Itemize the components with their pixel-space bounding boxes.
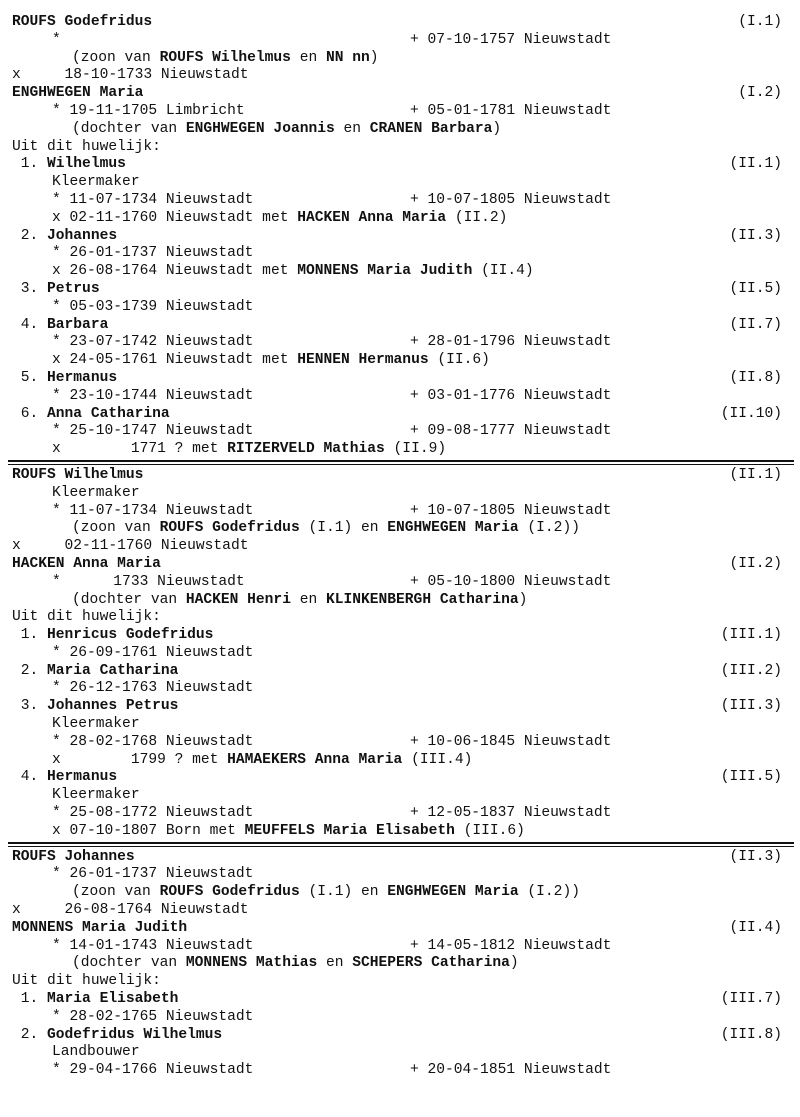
record-line — [12, 156, 782, 174]
record-line — [12, 423, 782, 441]
record-text: 4. — [12, 769, 48, 786]
generation-reference: (II.1) — [729, 466, 782, 483]
record-text: (dochter van — [72, 120, 186, 137]
person-name: Godefridus Wilhelmus — [47, 1026, 223, 1043]
person-name: Hermanus — [47, 769, 118, 786]
record-text: * 11-07-1734 Nieuwstadt — [52, 502, 254, 519]
record-line — [12, 849, 782, 867]
person-name: Anna Catharina — [47, 405, 170, 422]
record-text: * 26-12-1763 Nieuwstadt — [52, 680, 254, 697]
generation-reference: (III.5) — [720, 769, 782, 786]
record-text: en — [290, 591, 326, 608]
record-text: * 25-08-1772 Nieuwstadt — [52, 805, 254, 822]
generation-reference: (II.3) — [729, 227, 782, 244]
record-line — [12, 228, 782, 246]
death-record: + 09-08-1777 Nieuwstadt — [410, 423, 612, 440]
record-line — [12, 698, 782, 716]
record-text: * 11-07-1734 Nieuwstadt — [52, 191, 254, 208]
record-line — [12, 752, 782, 770]
record-text: 3. — [12, 698, 48, 715]
record-text: 6. — [12, 405, 48, 422]
death-record: + 10-07-1805 Nieuwstadt — [410, 191, 612, 208]
death-record: + 05-01-1781 Nieuwstadt — [410, 102, 612, 119]
record-line — [12, 520, 782, 538]
record-line — [12, 103, 782, 121]
record-text: * 26-01-1737 Nieuwstadt — [52, 866, 254, 883]
generation-reference: (III.3) — [720, 698, 782, 715]
record-text: x 26-08-1764 Nieuwstadt met — [52, 263, 298, 280]
record-line — [12, 441, 782, 459]
record-line — [12, 716, 782, 734]
record-text: 2. — [12, 1026, 48, 1043]
record-text: en — [317, 955, 353, 972]
record-line — [12, 388, 782, 406]
record-text: Kleermaker — [52, 174, 140, 191]
person-name: ROUFS Johannes — [12, 848, 135, 865]
person-name: ROUFS Godefridus — [12, 14, 153, 30]
person-name: ENGHWEGEN Joannis — [185, 120, 335, 137]
record-text: * — [52, 31, 61, 48]
record-text: Uit dit huwelijk: — [12, 609, 161, 626]
record-text: (II.2) — [446, 209, 508, 226]
record-text: x 02-11-1760 Nieuwstadt met — [52, 209, 298, 226]
death-record: + 07-10-1757 Nieuwstadt — [410, 31, 612, 48]
generation-reference: (III.7) — [720, 991, 782, 1008]
generation-reference: (II.8) — [729, 369, 782, 386]
person-name: Barbara — [47, 316, 109, 333]
record-text: * 28-02-1768 Nieuwstadt — [52, 733, 254, 750]
section-separator — [12, 459, 782, 467]
generation-reference: (II.1) — [729, 156, 782, 173]
record-text: (dochter van — [72, 955, 186, 972]
record-text: Kleermaker — [52, 484, 140, 501]
record-text: (I.2)) — [518, 520, 580, 537]
person-name: Johannes — [47, 227, 118, 244]
generation-reference: (III.2) — [720, 662, 782, 679]
record-text: 1. — [12, 156, 48, 173]
person-name: ROUFS Wilhelmus — [159, 49, 291, 66]
generation-reference: (II.2) — [729, 555, 782, 572]
record-text: (II.6) — [428, 352, 490, 369]
generation-reference: (I.2) — [738, 85, 782, 102]
record-text: (zoon van — [72, 884, 160, 901]
person-name: MONNENS Maria Judith — [12, 919, 188, 936]
record-line — [12, 174, 782, 192]
record-text: 5. — [12, 369, 48, 386]
record-text: (III.4) — [402, 751, 473, 768]
record-line — [12, 734, 782, 752]
family-section — [12, 849, 782, 1080]
generation-reference: (III.8) — [720, 1026, 782, 1043]
person-name: MEUFFELS Maria Elisabeth — [244, 822, 455, 839]
record-text: (I.2)) — [518, 884, 580, 901]
record-text: (II.4) — [472, 263, 534, 280]
record-line — [12, 32, 782, 50]
record-text: x 1771 ? met — [52, 441, 228, 458]
record-text: * 14-01-1743 Nieuwstadt — [52, 937, 254, 954]
generation-reference: (II.7) — [729, 316, 782, 333]
record-line — [12, 627, 782, 645]
record-line — [12, 609, 782, 627]
record-text: (dochter van — [72, 591, 186, 608]
person-name: MONNENS Mathias — [185, 955, 318, 972]
record-line — [12, 1009, 782, 1027]
person-name: HACKEN Anna Maria — [12, 555, 161, 572]
record-line — [12, 245, 782, 263]
death-record: + 05-10-1800 Nieuwstadt — [410, 573, 612, 590]
record-line — [12, 14, 782, 32]
record-line — [12, 973, 782, 991]
record-text: ) — [492, 120, 502, 137]
record-line — [12, 902, 782, 920]
record-line — [12, 823, 782, 841]
genealogy-page — [12, 14, 782, 1080]
record-text: Kleermaker — [52, 787, 140, 804]
record-line — [12, 645, 782, 663]
record-text: x 02-11-1760 Nieuwstadt — [12, 538, 249, 555]
record-text: * 05-03-1739 Nieuwstadt — [52, 298, 254, 315]
death-record: + 12-05-1837 Nieuwstadt — [410, 805, 612, 822]
family-section — [12, 14, 782, 459]
record-text: * 23-07-1742 Nieuwstadt — [52, 334, 254, 351]
record-line — [12, 955, 782, 973]
person-name: RITZERVELD Mathias — [227, 441, 385, 458]
record-text: ) — [509, 955, 519, 972]
death-record: + 14-05-1812 Nieuwstadt — [410, 937, 612, 954]
person-name: Hermanus — [47, 369, 118, 386]
record-text: Kleermaker — [52, 716, 140, 733]
person-name: KLINKENBERGH Catharina — [325, 591, 519, 608]
generation-reference: (III.1) — [720, 627, 782, 644]
record-line — [12, 121, 782, 139]
person-name: Wilhelmus — [47, 156, 126, 173]
generation-reference: (II.3) — [729, 848, 782, 865]
record-line — [12, 67, 782, 85]
record-line — [12, 263, 782, 281]
record-line — [12, 299, 782, 317]
person-name: ROUFS Godefridus — [159, 884, 300, 901]
record-text: * 26-01-1737 Nieuwstadt — [52, 245, 254, 262]
person-name: MONNENS Maria Judith — [297, 263, 473, 280]
record-text: 3. — [12, 280, 48, 297]
record-text: en — [290, 49, 326, 66]
record-line — [12, 370, 782, 388]
person-name: Henricus Godefridus — [47, 627, 214, 644]
record-line — [12, 884, 782, 902]
record-text: en — [334, 120, 370, 137]
section-separator — [12, 841, 782, 849]
death-record: + 28-01-1796 Nieuwstadt — [410, 334, 612, 351]
record-line — [12, 334, 782, 352]
record-line — [12, 1027, 782, 1045]
record-line — [12, 85, 782, 103]
person-name: HACKEN Henri — [185, 591, 291, 608]
record-line — [12, 938, 782, 956]
record-text: 4. — [12, 316, 48, 333]
record-text: * 29-04-1766 Nieuwstadt — [52, 1062, 254, 1079]
record-line — [12, 139, 782, 157]
death-record: + 10-06-1845 Nieuwstadt — [410, 733, 612, 750]
record-line — [12, 467, 782, 485]
record-line — [12, 210, 782, 228]
record-text: Uit dit huwelijk: — [12, 138, 161, 155]
person-name: NN nn — [325, 49, 370, 66]
death-record: + 03-01-1776 Nieuwstadt — [410, 387, 612, 404]
person-name: ENGHWEGEN Maria — [387, 520, 519, 537]
record-line — [12, 920, 782, 938]
family-section — [12, 467, 782, 841]
record-text: x 1799 ? met — [52, 751, 228, 768]
person-name: Maria Elisabeth — [47, 991, 179, 1008]
record-text: 2. — [12, 227, 48, 244]
person-name: HENNEN Hermanus — [297, 352, 429, 369]
record-text: 1. — [12, 991, 48, 1008]
death-record: + 10-07-1805 Nieuwstadt — [410, 502, 612, 519]
record-line — [12, 192, 782, 210]
record-line — [12, 485, 782, 503]
record-line — [12, 680, 782, 698]
record-line — [12, 50, 782, 68]
record-text: ) — [369, 49, 379, 66]
person-name: ROUFS Godefridus — [159, 520, 300, 537]
record-line — [12, 991, 782, 1009]
record-line — [12, 769, 782, 787]
record-text: x 26-08-1764 Nieuwstadt — [12, 902, 249, 919]
record-line — [12, 1062, 782, 1080]
person-name: ENGHWEGEN Maria — [387, 884, 519, 901]
person-name: CRANEN Barbara — [369, 120, 493, 137]
record-text: x 18-10-1733 Nieuwstadt — [12, 67, 249, 84]
record-line — [12, 281, 782, 299]
person-name: Johannes Petrus — [47, 698, 179, 715]
record-line — [12, 503, 782, 521]
generation-reference: (I.1) — [738, 14, 782, 30]
record-line — [12, 352, 782, 370]
record-line — [12, 787, 782, 805]
death-record: + 20-04-1851 Nieuwstadt — [410, 1062, 612, 1079]
record-line — [12, 317, 782, 335]
record-text: x 24-05-1761 Nieuwstadt met — [52, 352, 298, 369]
person-name: Maria Catharina — [47, 662, 179, 679]
person-name: Petrus — [47, 280, 100, 297]
record-text: * 25-10-1747 Nieuwstadt — [52, 423, 254, 440]
record-text: (zoon van — [72, 520, 160, 537]
record-line — [12, 406, 782, 424]
record-text: * 19-11-1705 Limbricht — [52, 102, 245, 119]
record-text: (zoon van — [72, 49, 160, 66]
person-name: SCHEPERS Catharina — [352, 955, 510, 972]
record-text: (I.1) en — [299, 520, 388, 537]
generation-reference: (II.4) — [729, 919, 782, 936]
generation-reference: (II.5) — [729, 280, 782, 297]
record-line — [12, 538, 782, 556]
record-line — [12, 592, 782, 610]
record-text: Landbouwer — [52, 1044, 140, 1061]
record-text: (III.6) — [454, 822, 525, 839]
person-name: HACKEN Anna Maria — [297, 209, 447, 226]
record-line — [12, 556, 782, 574]
record-line — [12, 574, 782, 592]
person-name: HAMAEKERS Anna Maria — [227, 751, 403, 768]
record-text: (I.1) en — [299, 884, 388, 901]
record-text: * 23-10-1744 Nieuwstadt — [52, 387, 254, 404]
generation-reference: (II.10) — [720, 405, 782, 422]
record-text: * 28-02-1765 Nieuwstadt — [52, 1008, 254, 1025]
record-text: ) — [518, 591, 528, 608]
record-text: 1. — [12, 627, 48, 644]
person-name: ROUFS Wilhelmus — [12, 466, 144, 483]
record-text: x 07-10-1807 Born met — [52, 822, 245, 839]
record-text: * 1733 Nieuwstadt — [52, 573, 245, 590]
record-text: * 26-09-1761 Nieuwstadt — [52, 644, 254, 661]
record-line — [12, 663, 782, 681]
record-text: (II.9) — [384, 441, 447, 458]
person-name: ENGHWEGEN Maria — [12, 85, 144, 102]
record-line — [12, 1044, 782, 1062]
record-line — [12, 866, 782, 884]
record-line — [12, 805, 782, 823]
record-text: 2. — [12, 662, 48, 679]
record-text: Uit dit huwelijk: — [12, 973, 161, 990]
